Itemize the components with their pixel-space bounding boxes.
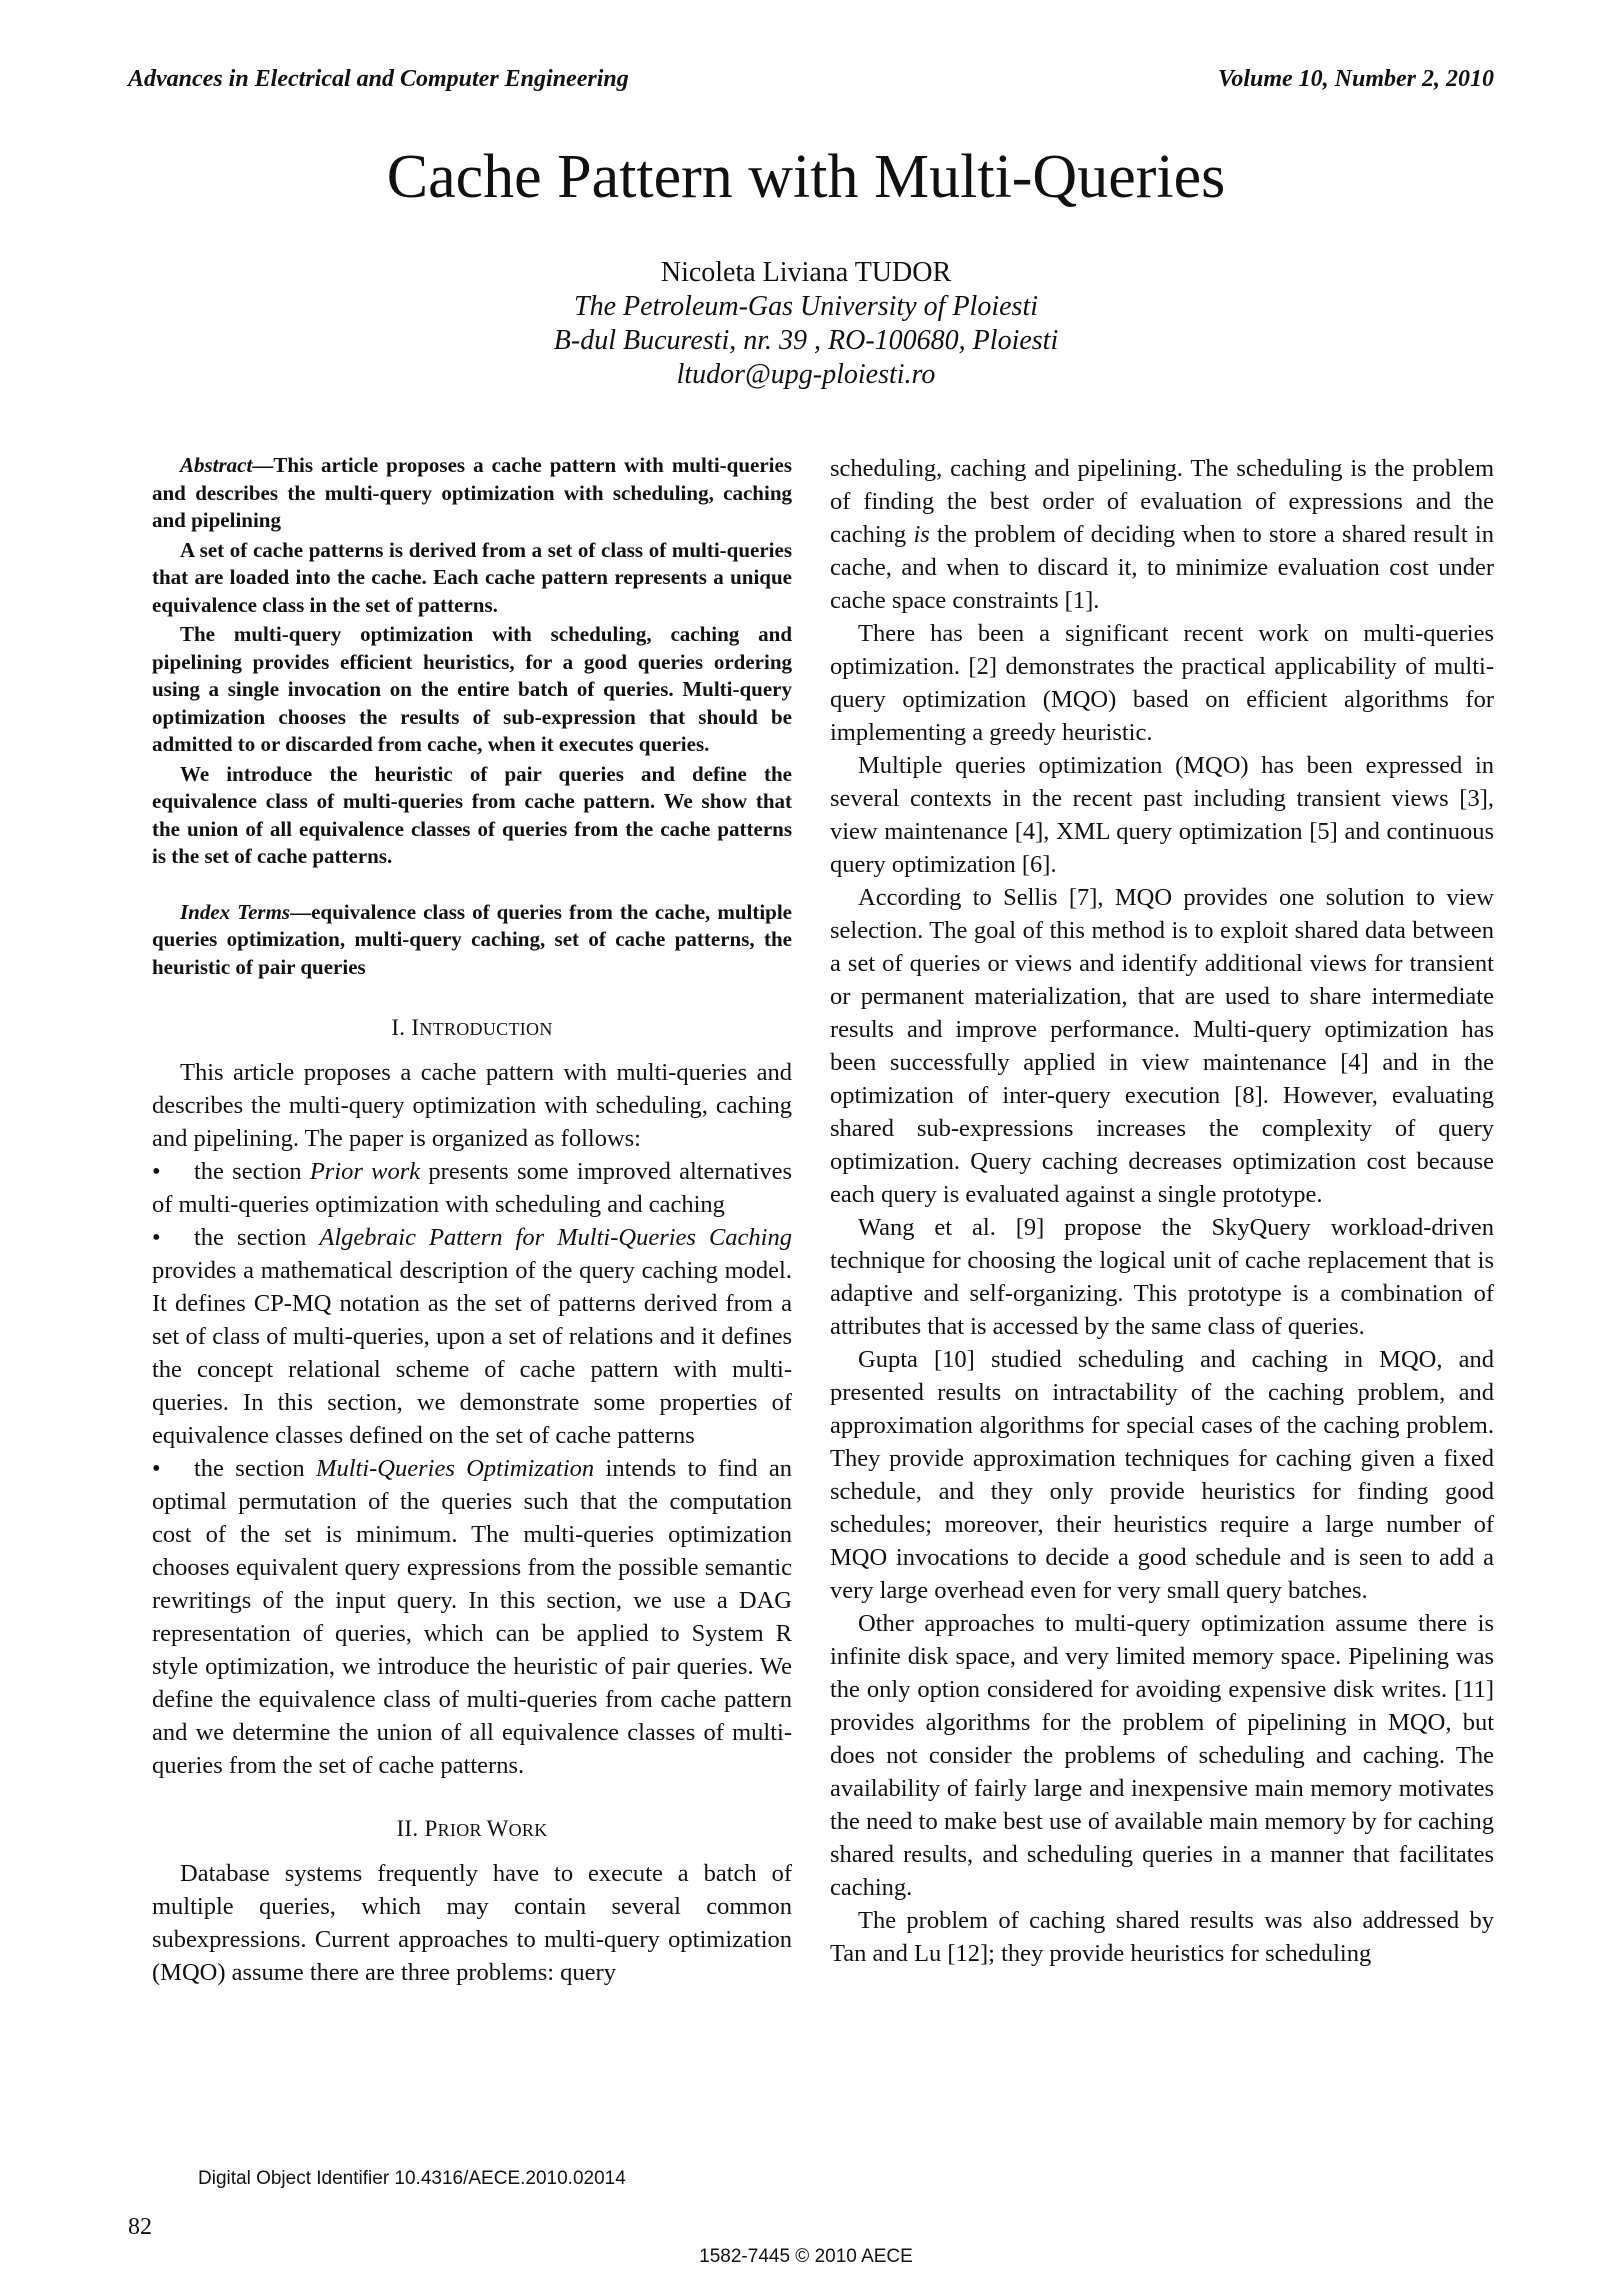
issn-copyright: 1582-7445 © 2010 AECE [699, 2246, 913, 2267]
body-paragraph: According to Sellis [7], MQO provides one solution to view selection. The goal of this method is to exploit shared data between a set of queries or views and identify additional views for transient or permanent materialization, that are used to share intermediate results and improve performance. Multi-query optimization has been successfully applied in view maintenance [4] and in the optimization of inter-query execution [8]. However, evaluating shared sub-expressions increases the complexity of query optimization. Query caching decreases optimization cost because each query is evaluated against a single prototype. [830, 884, 1494, 1208]
body-paragraph: scheduling, caching and pipelining. The scheduling is the problem of finding the best order of evaluation of expressions and the caching is the problem of deciding when to store a shared result in cache, and when to discard it, to minimize evaluation cost under cache space constraints [1]. [830, 455, 1494, 614]
index-terms-text: equivalence class of queries from the cache, multiple queries optimization, multi-query caching, set of cache patterns, the heuristic of pair queries [152, 899, 792, 979]
author-address: B-dul Bucuresti, nr. 39 , RO-100680, Ploiesti [553, 325, 1059, 356]
author-name: Nicoleta Liviana TUDOR [660, 257, 952, 288]
body-paragraph: Multiple queries optimization (MQO) has been expressed in several contexts in the recent past including transient views [3], view maintenance [4], XML query optimization [5] and continuous query optimization [6]. [830, 752, 1494, 878]
list-item: • the section Algebraic Pattern for Multi-Queries Caching provides a mathematical description of the query caching model. It defines CP-MQ notation as the set of patterns derived from a set of class of multi-queries, upon a set of relations and it defines the concept relational scheme of cache pattern with multi-queries. In this section, we demonstrate some properties of equivalence classes defined on the set of cache patterns [152, 1221, 792, 1452]
abstract-paragraph [152, 452, 792, 535]
index-terms [152, 899, 792, 982]
bullet-icon: • [152, 1158, 161, 1185]
left-column [152, 452, 792, 1989]
right-column [830, 452, 1494, 1970]
bullet-icon: • [152, 1455, 161, 1482]
index-terms-label: Index Terms [180, 899, 291, 924]
abstract-paragraph: A set of cache patterns is derived from a set of class of multi-queries that are loaded into the cache. Each cache pattern represents a unique equivalence class in the set of patterns. [152, 537, 792, 617]
doi-footer: Digital Object Identifier 10.4316/AECE.2010.02014 [198, 2168, 626, 2189]
section-heading-introduction: I. INTRODUCTION [391, 1015, 553, 1040]
outline-list [152, 1155, 792, 1782]
author-email: ltudor@upg-ploiesti.ro [676, 359, 936, 390]
abstract-dash: — [252, 453, 274, 477]
body-paragraph: The problem of caching shared results was also addressed by Tan and Lu [12]; they provide heuristics for scheduling [830, 1907, 1494, 1967]
author-affiliation: The Petroleum-Gas University of Ploiesti [574, 291, 1038, 322]
body-paragraph: There has been a significant recent work on multi-queries optimization. [2] demonstrates the practical applicability of multi-query optimization (MQO) based on efficient algorithms for implementing a greedy heuristic. [830, 620, 1494, 746]
journal-name: Advances in Electrical and Computer Engineering [128, 66, 629, 92]
body-paragraph: Database systems frequently have to execute a batch of multiple queries, which may contain several common subexpressions. Current approaches to multi-query optimization (MQO) assume there are three problems: query [152, 1860, 792, 1986]
abstract-paragraph: The multi-query optimization with scheduling, caching and pipelining provides efficient heuristics, for a good queries ordering using a single invocation on the entire batch of queries. Multi-query optimization chooses the results of sub-expression that should be admitted to or discarded from cache, when it executes queries. [152, 622, 792, 756]
section-heading-prior-work: II. PRIOR WORK [396, 1816, 548, 1841]
abstract-label: Abstract [180, 453, 253, 477]
list-item: • the section Multi-Queries Optimization intends to find an optimal permutation of the queries such that the computation cost of the set is minimum. The multi-queries optimization chooses equivalent query expressions from the possible semantic rewritings of the input query. In this section, we use a DAG representation of queries, which can be applied to System R style optimization, we introduce the heuristic of pair queries. We define the equivalence class of multi-queries from cache pattern and we determine the union of all equivalence classes of multi-queries from the set of cache patterns. [152, 1452, 792, 1782]
index-terms-dash: — [290, 899, 312, 924]
page-number: 82 [128, 2214, 152, 2240]
volume-info: Volume 10, Number 2, 2010 [1217, 66, 1494, 92]
abstract [152, 452, 792, 981]
body-paragraph: Other approaches to multi-query optimization assume there is infinite disk space, and very limited memory space. Pipelining was the only option considered for avoiding expensive disk writes. [11] provides algorithms for the problem of pipelining in MQO, but does not consider the problems of scheduling and caching. The availability of fairly large and inexpensive main memory motivates the need to make best use of available main memory by for caching shared results, and scheduling queries in a manner that facilitates caching. [830, 1610, 1494, 1901]
body-paragraph: This article proposes a cache pattern with multi-queries and describes the multi-query optimization with scheduling, caching and pipelining. The paper is organized as follows: [152, 1059, 792, 1152]
body-paragraph: Gupta [10] studied scheduling and caching in MQO, and presented results on intractability of the caching problem, and approximation algorithms for special cases of the caching problem. They provide approximation techniques for caching given a fixed schedule, and they only provide heuristics for finding good schedules; moreover, their heuristics require a large number of MQO invocations to decide a good schedule and is seen to add a very large overhead even for very small query batches. [830, 1346, 1494, 1604]
abstract-text-1: This article proposes a cache pattern with multi-queries and describes the multi-query optimization with scheduling, caching and pipelining [152, 453, 792, 532]
body-paragraph: Wang et al. [9] propose the SkyQuery workload-driven technique for choosing the logical unit of cache replacement that is adaptive and self-organizing. This prototype is a combination of attributes that is accessed by the same class of queries. [830, 1214, 1494, 1340]
bullet-icon: • [152, 1224, 161, 1251]
list-item: • the section Prior work presents some improved alternatives of multi-queries optimization with scheduling and caching [152, 1155, 792, 1221]
abstract-paragraph: We introduce the heuristic of pair queries and define the equivalence class of multi-queries from cache pattern. We show that the union of all equivalence classes of queries from the cache patterns is the set of cache patterns. [152, 761, 792, 868]
paper-title: Cache Pattern with Multi-Queries [386, 143, 1226, 211]
author-block [0, 256, 1612, 392]
